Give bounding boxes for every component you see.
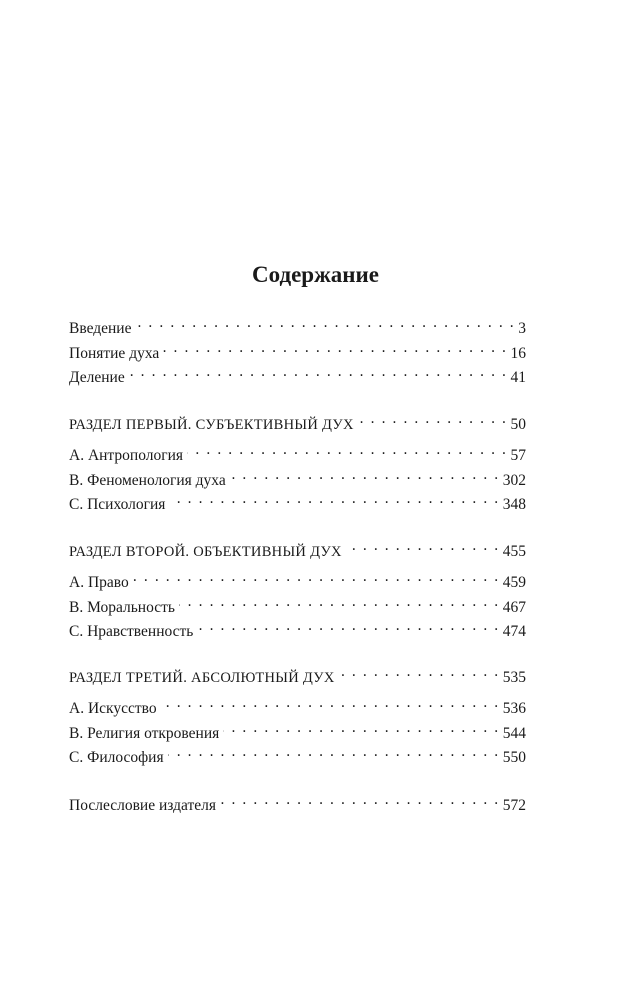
toc-section-heading[interactable] bbox=[69, 536, 526, 562]
toc-entry[interactable] bbox=[69, 592, 526, 618]
toc-entry-label: А. Искусство bbox=[69, 700, 157, 717]
dot-leader bbox=[161, 693, 500, 713]
page-title: Содержание bbox=[252, 262, 379, 287]
toc-page-number: 474 bbox=[502, 623, 526, 640]
toc-entry-label: Послесловие издателя bbox=[69, 797, 216, 814]
toc-page-number: 302 bbox=[502, 472, 526, 489]
toc-entry-label: В. Феноменология духа bbox=[69, 472, 226, 489]
toc-entry[interactable] bbox=[69, 718, 526, 744]
toc-page-number: 550 bbox=[502, 749, 526, 766]
toc-entry-label: С. Психология bbox=[69, 496, 166, 513]
toc-page-number: 348 bbox=[502, 496, 526, 513]
toc-entry-label: В. Религия откровения bbox=[69, 725, 220, 742]
toc-entry[interactable] bbox=[69, 693, 526, 719]
dot-leader bbox=[133, 567, 500, 587]
toc-page-number: 3 bbox=[518, 320, 526, 337]
toc-entry[interactable] bbox=[69, 313, 526, 339]
toc-entry[interactable] bbox=[69, 567, 526, 593]
toc-entry[interactable] bbox=[69, 338, 526, 364]
dot-leader bbox=[169, 489, 499, 509]
toc-entry-label: Деление bbox=[69, 369, 125, 386]
dot-leader bbox=[223, 718, 500, 738]
toc-entry-label: С. Философия bbox=[69, 749, 164, 766]
dot-leader bbox=[358, 409, 508, 429]
dot-leader bbox=[129, 362, 508, 382]
toc-entry[interactable] bbox=[69, 362, 526, 388]
toc-entry-label: А. Антропология bbox=[69, 447, 184, 464]
toc-entry-label: С. Нравственность bbox=[69, 623, 194, 640]
toc-entry[interactable] bbox=[69, 616, 526, 642]
toc-page-number: 459 bbox=[502, 574, 526, 591]
dot-leader bbox=[187, 440, 507, 460]
toc-entry[interactable] bbox=[69, 742, 526, 768]
dot-leader bbox=[168, 742, 500, 762]
toc-section-heading[interactable] bbox=[69, 409, 526, 435]
toc-entry-label: А. Право bbox=[69, 574, 129, 591]
toc-page-number: 544 bbox=[502, 725, 526, 742]
toc-entry-label: Введение bbox=[69, 320, 132, 337]
toc-page-number: 536 bbox=[502, 700, 526, 717]
dot-leader bbox=[346, 536, 500, 556]
toc-page-number: 467 bbox=[502, 599, 526, 616]
toc-entry[interactable] bbox=[69, 465, 526, 491]
toc-page-number: 41 bbox=[510, 369, 526, 386]
toc-page-number: 535 bbox=[502, 669, 526, 686]
toc-entry-label: Понятие духа bbox=[69, 345, 160, 362]
dot-leader bbox=[220, 790, 500, 810]
toc-section-heading[interactable] bbox=[69, 662, 526, 688]
toc-page-number: 50 bbox=[510, 416, 526, 433]
dot-leader bbox=[339, 662, 500, 682]
toc-page-number: 572 bbox=[502, 797, 526, 814]
dot-leader bbox=[230, 465, 500, 485]
dot-leader bbox=[197, 616, 499, 636]
toc-page-number: 57 bbox=[510, 447, 526, 464]
toc-entry-label: РАЗДЕЛ ТРЕТИЙ. АБСОЛЮТНЫЙ ДУХ bbox=[69, 670, 335, 686]
toc-entry-label: РАЗДЕЛ ВТОРОЙ. ОБЪЕКТИВНЫЙ ДУХ bbox=[69, 544, 342, 560]
toc-entry[interactable] bbox=[69, 489, 526, 515]
dot-leader bbox=[179, 592, 500, 612]
dot-leader bbox=[163, 338, 507, 358]
toc-page-number: 455 bbox=[502, 543, 526, 560]
toc-entry[interactable] bbox=[69, 790, 526, 816]
toc-entry[interactable] bbox=[69, 440, 526, 466]
toc-entry-label: В. Моральность bbox=[69, 599, 175, 616]
toc-page-number: 16 bbox=[510, 345, 526, 362]
toc-entry-label: РАЗДЕЛ ПЕРВЫЙ. СУБЪЕКТИВНЫЙ ДУХ bbox=[69, 417, 354, 433]
dot-leader bbox=[135, 313, 515, 333]
